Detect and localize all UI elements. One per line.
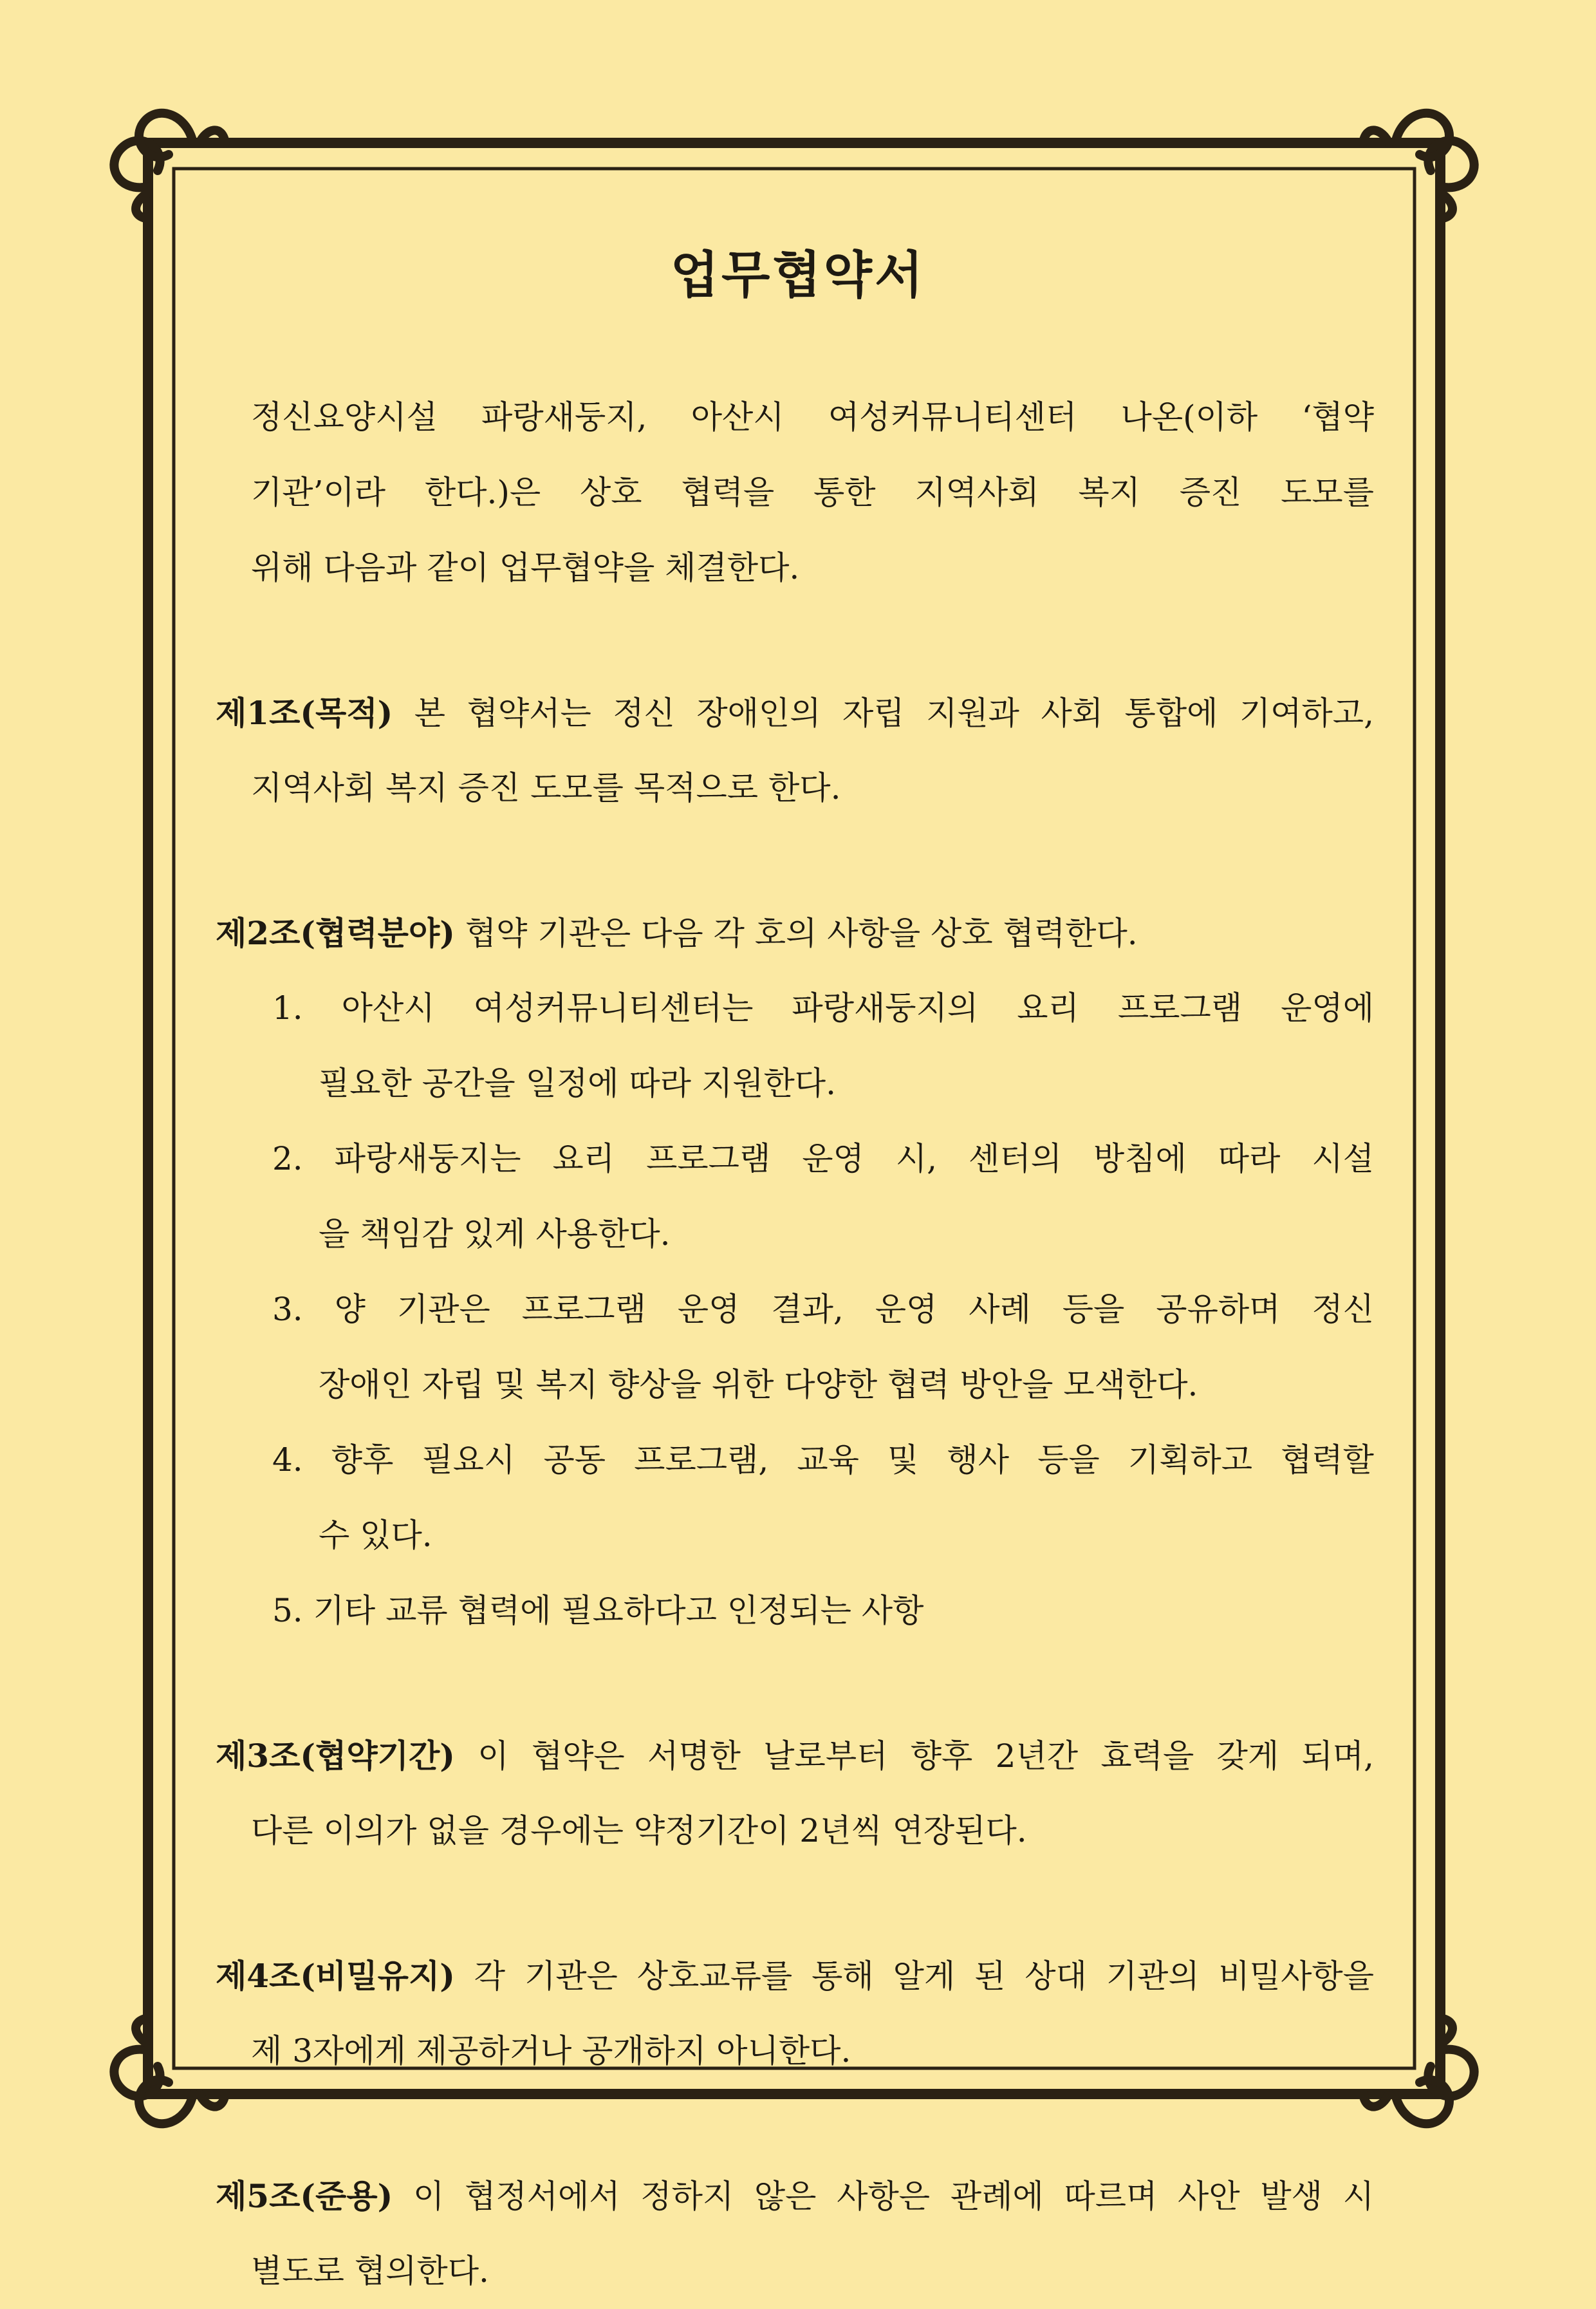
- corner-ornament-top-left: [114, 113, 225, 219]
- article-line: [216, 675, 1374, 751]
- preamble-line: 위해 다음과 같이 업무협약을 체결한다.: [251, 549, 800, 586]
- article-text: 이 협약은 서명한 날로부터 향후 2년간 효력을 갖게 되며,: [454, 1737, 1374, 1775]
- list-item-continuation: 장애인 자립 및 복지 향상을 위한 다양한 협력 방안을 모색한다.: [319, 1366, 1198, 1403]
- list-item-continuation: 을 책임감 있게 사용한다.: [319, 1215, 671, 1253]
- list-item-continuation: 수 있다.: [319, 1517, 432, 1554]
- document-title: 업무협약서: [670, 246, 926, 304]
- article-line: 별도로 협의한다.: [251, 2252, 489, 2290]
- article-line: [216, 1938, 1374, 2014]
- article-line: [216, 2158, 1374, 2234]
- list-item: 2. 파랑새둥지는 요리 프로그램 운영 시, 센터의 방침에 따라 시설: [272, 1140, 1374, 1177]
- article-line: 다른 이의가 없을 경우에는 약정기간이 2년씩 연장된다.: [251, 1812, 1027, 1849]
- article-heading: 제3조(협약기간): [216, 1737, 455, 1775]
- preamble-line: 기관’이라 한다.)은 상호 협력을 통한 지역사회 복지 증진 도모를: [251, 474, 1374, 511]
- article-1: [216, 675, 1374, 826]
- article-text: 각 기관은 상호교류를 통해 알게 된 상대 기관의 비밀사항을: [454, 1958, 1374, 1995]
- document-body: [216, 380, 1374, 2309]
- preamble: [216, 380, 1374, 606]
- article-heading: 제2조(협력분야): [216, 914, 455, 952]
- article-heading: 제5조(준용): [216, 2177, 393, 2215]
- list-item-continuation: 필요한 공간을 일정에 따라 지원한다.: [319, 1065, 836, 1102]
- list-item: 5. 기타 교류 협력에 필요하다고 인정되는 사항: [272, 1592, 924, 1629]
- article-line: [216, 1718, 1374, 1793]
- corner-ornament-bottom-right: [1363, 2018, 1474, 2124]
- list-item: 4. 향후 필요시 공동 프로그램, 교육 및 행사 등을 기획하고 협력할: [272, 1441, 1374, 1479]
- article-line: 지역사회 복지 증진 도모를 목적으로 한다.: [251, 769, 841, 807]
- list-item: 1. 아산시 여성커뮤니티센터는 파랑새둥지의 요리 프로그램 운영에: [272, 989, 1374, 1027]
- preamble-line: 정신요양시설 파랑새둥지, 아산시 여성커뮤니티센터 나온(이하 ‘협약: [251, 398, 1374, 436]
- article-heading: 제1조(목적): [216, 694, 393, 732]
- article-heading: 제4조(비밀유지): [216, 1957, 455, 1995]
- article-text: 본 협약서는 정신 장애인의 자립 지원과 사회 통합에 기여하고,: [393, 695, 1374, 732]
- corner-ornament-top-right: [1363, 113, 1474, 219]
- article-3: [216, 1718, 1374, 1869]
- article-4: [216, 1938, 1374, 2089]
- list-item: 3. 양 기관은 프로그램 운영 결과, 운영 사례 등을 공유하며 정신: [272, 1291, 1374, 1328]
- article-text: 협약 기관은 다음 각 호의 사항을 상호 협력한다.: [454, 915, 1138, 952]
- article-5: [216, 2158, 1374, 2309]
- article-text: 이 협정서에서 정하지 않은 사항은 관례에 따르며 사안 발생 시: [393, 2178, 1374, 2215]
- article-line: 제 3자에게 제공하거나 공개하지 아니한다.: [251, 2032, 851, 2070]
- corner-ornament-bottom-left: [114, 2018, 225, 2124]
- article-2: [216, 895, 1374, 1649]
- article-line: [216, 895, 1374, 971]
